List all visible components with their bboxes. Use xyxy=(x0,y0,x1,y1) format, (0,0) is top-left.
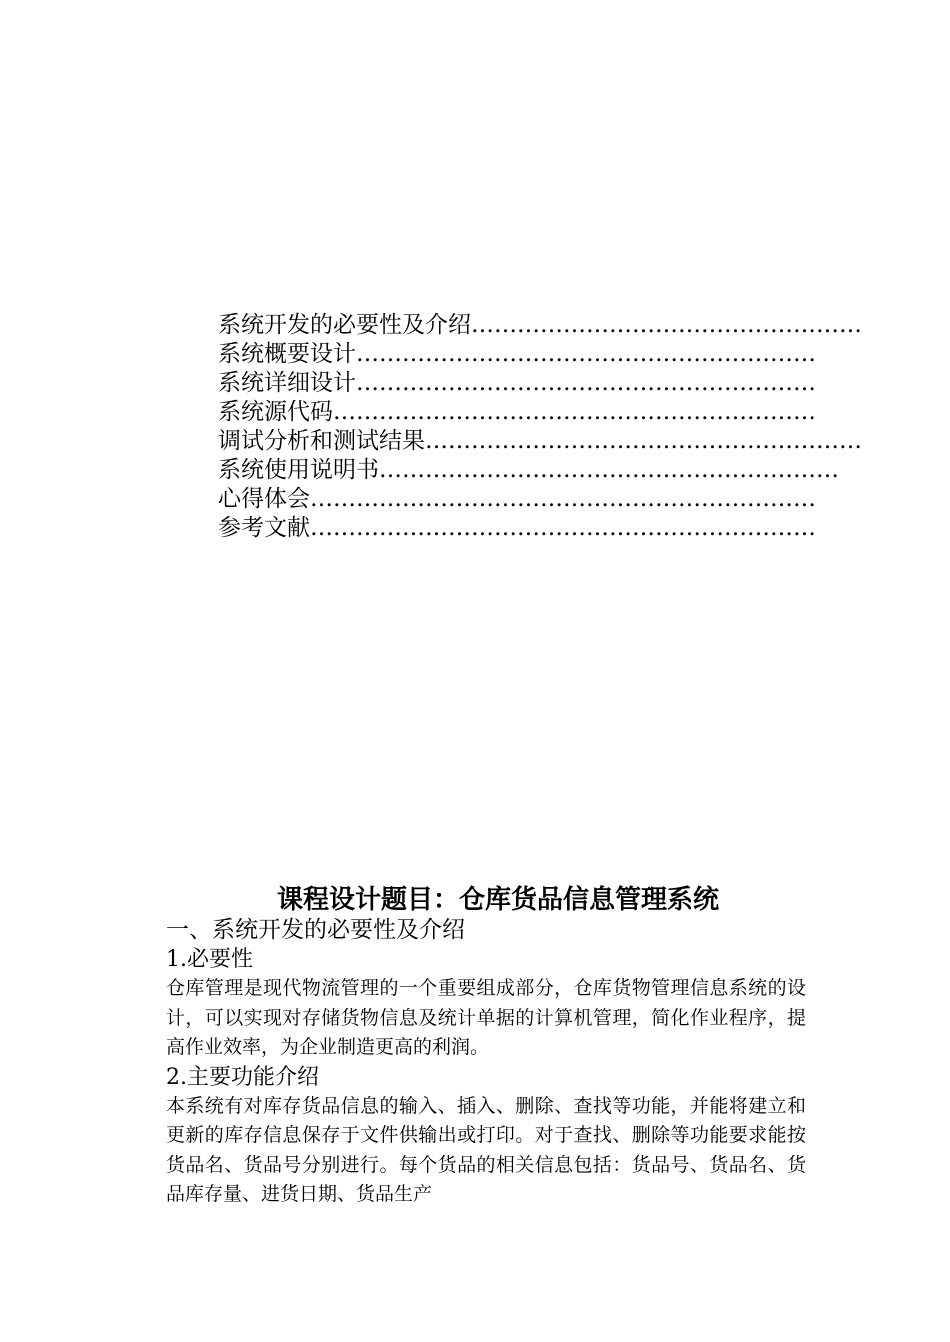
functions-paragraph: 本系统有对库存货品信息的输入、插入、删除、查找等功能，并能将建立和更新的库存信息保存于文件供输出或打印。对于查找、删除等功能要求能按货品名、货品号分别进行。每个货品的相关信息包括：货品号、货品名、货品库存量、进货日期、货品生产 xyxy=(166,1094,806,1205)
table-of-contents xyxy=(218,311,862,543)
toc-dot-leader: …………………………………………………… xyxy=(379,457,839,483)
toc-item-detailed-design[interactable] xyxy=(218,369,816,398)
toc-item-outline-design[interactable] xyxy=(218,340,816,369)
subsection-heading-necessity: 1.必要性 xyxy=(166,947,253,972)
toc-item-label: 系统详细设计 xyxy=(218,370,356,396)
section-heading: 一、系统开发的必要性及介绍 xyxy=(166,917,465,943)
toc-item-label: 调试分析和测试结果 xyxy=(218,428,425,454)
necessity-paragraph: 仓库管理是现代物流管理的一个重要组成部分，仓库货物管理信息系统的设计，可以实现对存储货物信息及统计单据的计算机管理，简化作业程序，提高作业效率，为企业制造更高的利润。 xyxy=(166,977,806,1058)
toc-item-reflections[interactable] xyxy=(218,485,816,514)
toc-item-source-code[interactable] xyxy=(218,398,816,427)
subsection-heading-functions: 2.主要功能介绍 xyxy=(166,1064,319,1090)
toc-dot-leader: …………………………………………………… xyxy=(356,370,816,396)
toc-dot-leader: …………………………………………………… xyxy=(356,341,816,367)
toc-dot-leader: ……………………………………………………… xyxy=(333,399,816,425)
toc-item-label: 系统概要设计 xyxy=(218,341,356,367)
toc-item-label: 参考文献 xyxy=(218,515,310,541)
toc-item-label: 系统开发的必要性及介绍 xyxy=(218,312,471,338)
toc-item-necessity[interactable] xyxy=(218,311,862,340)
document-title: 课程设计题目：仓库货品信息管理系统 xyxy=(276,885,719,915)
toc-item-label: 心得体会 xyxy=(218,486,310,512)
toc-dot-leader: ………………………………………………… xyxy=(425,428,862,454)
toc-item-label: 系统源代码 xyxy=(218,399,333,425)
toc-item-references[interactable] xyxy=(218,514,816,543)
document-body xyxy=(166,916,806,1210)
toc-dot-leader: …………………………………………… xyxy=(471,312,862,338)
toc-dot-leader: ………………………………………………………… xyxy=(310,515,816,541)
toc-item-debug-test[interactable] xyxy=(218,427,862,456)
toc-item-label: 系统使用说明书 xyxy=(218,457,379,483)
toc-item-user-manual[interactable] xyxy=(218,456,839,485)
toc-dot-leader: ………………………………………………………… xyxy=(310,486,816,512)
